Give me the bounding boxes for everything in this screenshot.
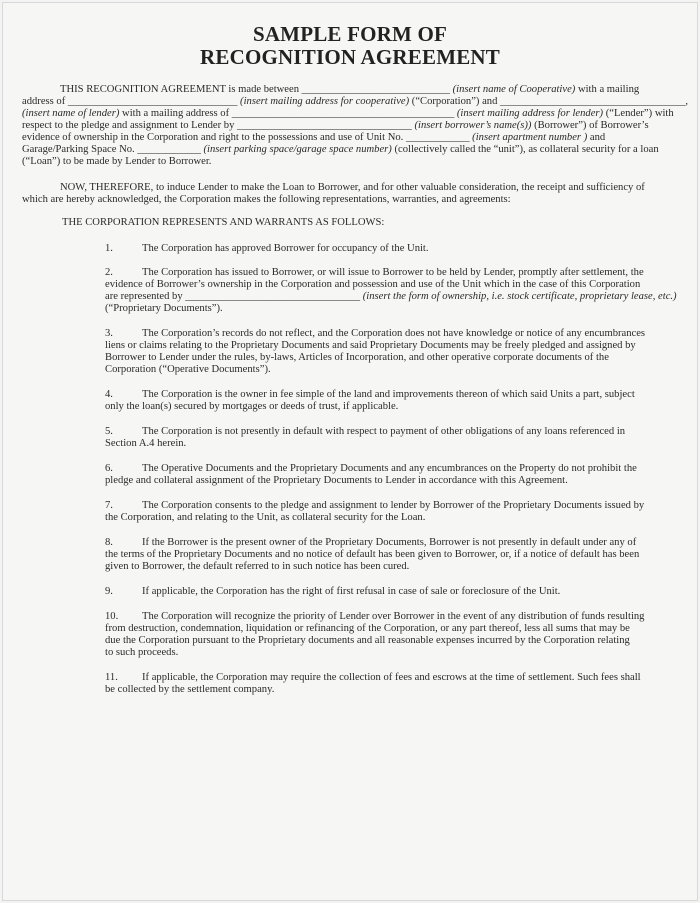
item-10-line-2: from destruction, condemnation, liquidation or refinancing of the Corporation, or any part thereof, less all sums that may be [105, 623, 630, 634]
item-3-line-1: The Corporation’s records do not reflect, and the Corporation does not have knowledge or notice of any encumbrances [142, 328, 646, 339]
now-therefore-line-1: NOW, THEREFORE, to induce Lender to make the Loan to Borrower, and for other valuable consideration, the receipt and sufficiency of [60, 182, 645, 193]
item-number: 4. [105, 389, 113, 400]
item-6-line-1: The Operative Documents and the Proprietary Documents and any encumbrances on the Property do not prohibit the [142, 463, 637, 474]
item-11-line-1: If applicable, the Corporation may require the collection of fees and escrows at the time of settlement. Such fees shall [142, 672, 641, 683]
document-title-line-2: RECOGNITION AGREEMENT [200, 45, 500, 69]
item-2-line-3: are represented by _________________________________ (insert the form of ownership, i.e. stock certificate, proprietary lease, etc.) [105, 291, 677, 302]
item-10-line-3: due the Corporation pursuant to the Proprietary documents and all reasonable expenses incurred by the Corporation relating [105, 635, 630, 646]
item-number: 11. [105, 672, 118, 683]
item-8-line-3: given to Borrower, the default referred to in such notice has been cured. [105, 561, 410, 572]
item-7-line-1: The Corporation consents to the pledge and assignment to lender by Borrower of the Proprietary Documents issued by [142, 500, 645, 511]
item-3-line-2: liens or claims relating to the Proprietary Documents and said Proprietary Documents may be freely pledged and assigned by [105, 340, 636, 351]
item-4-line-1: The Corporation is the owner in fee simple of the land and improvements thereon of which said Units a part, subject [142, 389, 635, 400]
item-2-line-4: (“Proprietary Documents”). [105, 303, 223, 314]
now-therefore-line-2: which are hereby acknowledged, the Corporation makes the following representations, warranties, and agreements: [22, 194, 511, 205]
intro-line-5: evidence of ownership in the Corporation and right to the possessions and use of Unit No. ____________ (insert apartment number ) and [22, 132, 606, 143]
intro-line-7: (“Loan”) to be made by Lender to Borrower. [22, 156, 212, 167]
item-8-line-2: the terms of the Proprietary Documents and no notice of default has been given to Borrower, or, if a notice of default has been [105, 549, 640, 560]
intro-line-4: respect to the pledge and assignment to Lender by _________________________________ (insert borrower’s name(s)) (Borrower”) of Borrower’s [22, 120, 649, 131]
item-8-line-1: If the Borrower is the present owner of the Proprietary Documents, Borrower is not presently in default under any of [142, 537, 637, 548]
item-1-line-1: The Corporation has approved Borrower for occupancy of the Unit. [142, 243, 429, 254]
item-number: 1. [105, 243, 113, 254]
represents-heading: THE CORPORATION REPRESENTS AND WARRANTS AS FOLLOWS: [62, 217, 385, 228]
item-3-line-3: Borrower to Lender under the rules, by-laws, Articles of Incorporation, and other operative corporate documents of the [105, 352, 609, 363]
item-number: 6. [105, 463, 113, 474]
item-9-line-1: If applicable, the Corporation has the right of first refusal in case of sale or foreclosure of the Unit. [142, 586, 561, 597]
item-number: 9. [105, 586, 113, 597]
item-number: 2. [105, 267, 113, 278]
item-number: 3. [105, 328, 113, 339]
item-10-line-4: to such proceeds. [105, 647, 179, 658]
item-number: 10. [105, 611, 119, 622]
document-title-line-1: SAMPLE FORM OF [252, 22, 448, 46]
item-3-line-4: Corporation (“Operative Documents”). [105, 364, 271, 375]
item-number: 8. [105, 537, 113, 548]
item-5-line-2: Section A.4 herein. [105, 438, 187, 449]
item-4-line-2: only the loan(s) secured by mortgages or deeds of trust, if applicable. [105, 401, 399, 412]
item-11-line-2: be collected by the settlement company. [105, 684, 275, 695]
item-2-line-2: evidence of Borrower’s ownership in the Corporation and possession and use of the Unit which in the case of this Corporation [105, 279, 641, 290]
item-5-line-1: The Corporation is not presently in default with respect to payment of other obligations of any loans referenced in [142, 426, 626, 437]
item-number: 5. [105, 426, 113, 437]
item-6-line-2: pledge and collateral assignment of the Proprietary Documents to Lender in accordance with this Agreement. [105, 475, 568, 486]
intro-line-3: (insert name of lender) with a mailing address of __________________________________________ (insert mailing address for lender) (“Lender”) with [22, 108, 674, 119]
item-number: 7. [105, 500, 113, 511]
intro-line-2: address of ________________________________ (insert mailing address for cooperative) (“Corporation”) and ___________________________________, [22, 96, 689, 107]
item-2-line-1: The Corporation has issued to Borrower, or will issue to Borrower to be held by Lender, promptly after settlement, the [142, 267, 644, 278]
item-10-line-1: The Corporation will recognize the priority of Lender over Borrower in the event of any distribution of funds resulting [142, 611, 645, 622]
intro-line-1: THIS RECOGNITION AGREEMENT is made between ____________________________ (insert name of Cooperative) with a mailing [60, 84, 640, 95]
item-7-line-2: the Corporation, and relating to the Unit, as collateral security for the Loan. [105, 512, 426, 523]
intro-line-6: Garage/Parking Space No. ____________ (insert parking space/garage space number) (collectively called the “unit”), as collateral security for a loan [22, 144, 659, 155]
